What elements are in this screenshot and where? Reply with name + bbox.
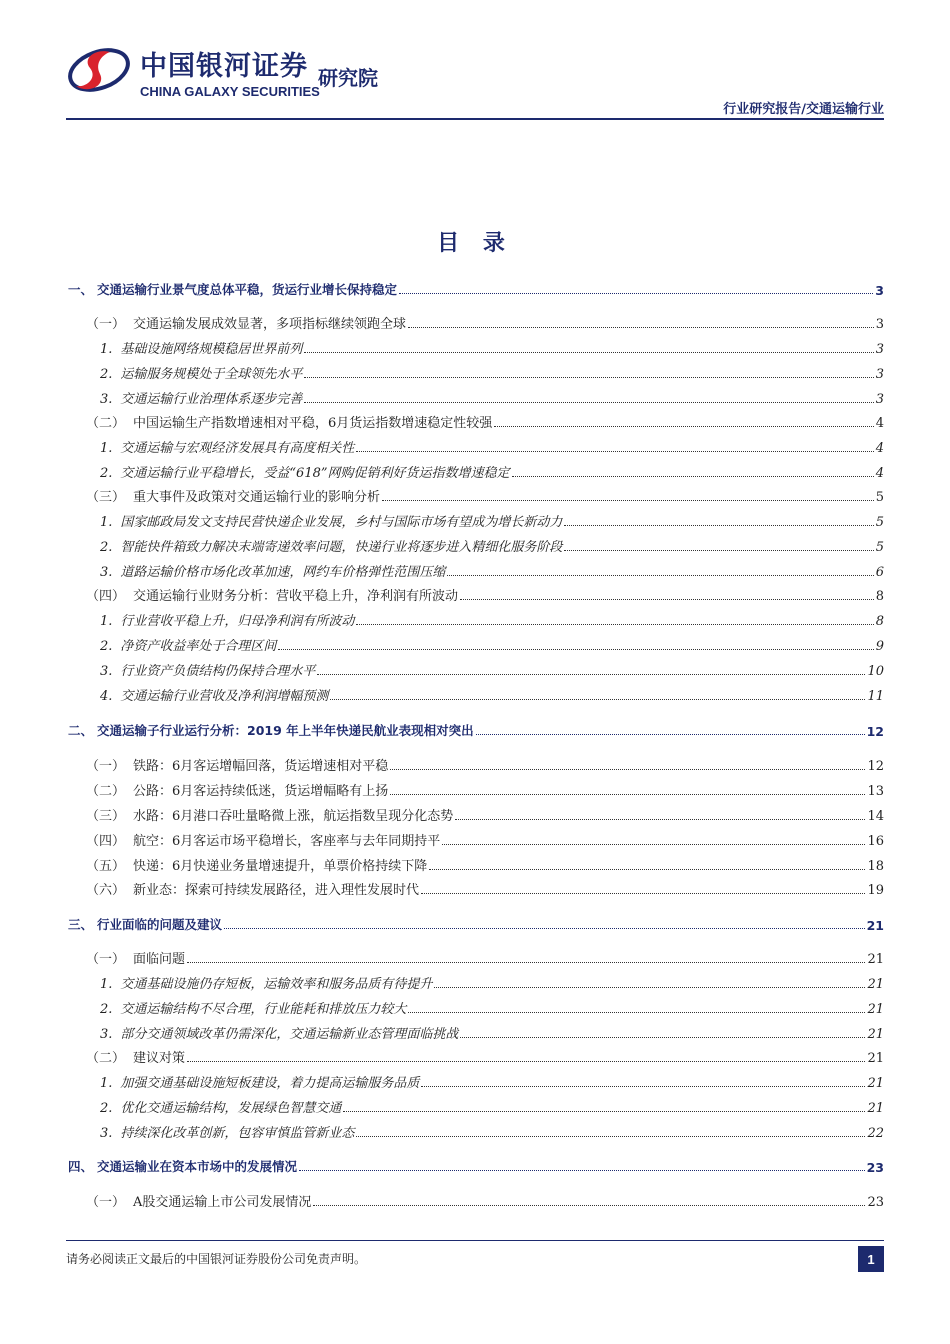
toc-entry[interactable] [100,537,884,555]
toc-leader-dots [304,402,873,403]
toc-entry-title: A股交通运输上市公司发展情况 [133,1195,312,1210]
toc-entry-page: 4 [875,416,884,431]
toc-leader-dots [429,869,865,870]
toc-entry-title: 交通运输行业营收及净利润增幅预测 [120,689,329,704]
toc-entry-title: 交通运输发展成效显著，多项指标继续领跑全球 [133,317,407,332]
toc-entry-page: 21 [867,977,884,992]
toc-entry-number: 1. [100,977,113,992]
toc-entry-page: 23 [866,1160,884,1175]
toc-entry[interactable] [86,586,884,604]
toc-leader-dots [382,500,874,501]
toc-leader-dots [356,1136,865,1137]
toc-leader-dots [313,1205,865,1206]
toc-entry[interactable] [86,831,884,849]
toc-entry-page: 12 [866,724,884,739]
toc-leader-dots [304,377,873,378]
toc-entry-title: 建议对策 [133,1051,186,1066]
toc-entry[interactable] [100,1123,884,1141]
toc-entry[interactable] [68,280,884,298]
toc-entry-title: 中国运输生产指数增速相对平稳，6月货运指数增速稳定性较强 [133,416,493,431]
toc-entry-page: 18 [867,859,884,874]
toc-entry-number: 2. [100,367,113,382]
toc-leader-dots [460,1037,865,1038]
toc-entry-title: 交通运输结构不尽合理，行业能耗和排放压力较大 [120,1002,407,1017]
toc-entry-page: 10 [867,664,884,679]
toc-leader-dots [356,624,873,625]
toc-entry-number: 1. [100,515,113,530]
toc-entry-number: （三） [86,809,126,824]
toc-entry-number: （二） [86,1051,126,1066]
toc-leader-dots [564,550,873,551]
toc-entry[interactable] [100,562,884,580]
toc-entry-title: 智能快件箱致力解决末端寄递效率问题，快递行业将逐步进入精细化服务阶段 [120,540,563,555]
toc-entry-title: 交通运输与宏观经济发展具有高度相关性 [120,441,355,456]
toc-entry-page: 3 [875,283,884,298]
toc-entry-number: 3. [100,1027,113,1042]
toc-entry-number: 4. [100,689,113,704]
toc-entry-page: 21 [867,1101,884,1116]
toc-entry[interactable] [86,856,884,874]
toc-entry-number: （一） [86,952,126,967]
toc-entry-title: 公路：6月客运持续低迷，货运增幅略有上扬 [133,784,389,799]
toc-entry[interactable] [86,781,884,799]
toc-entry-title: 航空：6月客运市场平稳增长，客座率与去年同期持平 [133,834,441,849]
toc-leader-dots [512,476,874,477]
toc-entry-page: 21 [867,1051,884,1066]
toc-entry-page: 21 [867,1002,884,1017]
toc-entry[interactable] [86,1192,884,1210]
toc-leader-dots [299,1170,865,1171]
toc-leader-dots [421,1086,865,1087]
toc-entry[interactable] [86,413,884,431]
toc-entry[interactable] [100,974,884,992]
toc-entry-page: 14 [867,809,884,824]
toc-entry-page: 21 [867,952,884,967]
toc-entry[interactable] [100,1098,884,1116]
toc-entry[interactable] [100,999,884,1017]
toc-entry-page: 4 [875,441,884,456]
toc-entry-title: 交通运输子行业运行分析：2019 年上半年快递民航业表现相对突出 [97,723,474,738]
toc-entry-title: 行业面临的问题及建议 [97,917,223,932]
toc-entry-number: （一） [86,317,126,332]
toc-entry-number: （二） [86,784,126,799]
toc-entry-number: 二、 [68,723,94,738]
footer-disclaimer: 请务必阅读正文最后的中国银河证券股份公司免责声明。 [66,1252,367,1266]
toc-entry-title: 交通运输业在资本市场中的发展情况 [97,1159,298,1174]
toc-entry[interactable] [86,880,884,898]
toc-leader-dots [434,987,865,988]
toc-leader-dots [460,599,874,600]
toc-entry[interactable] [100,611,884,629]
toc-entry-title: 基础设施网络规模稳居世界前列 [120,342,303,357]
toc-leader-dots [399,293,873,294]
toc-entry-page: 12 [867,759,884,774]
toc-entry[interactable] [100,661,884,679]
toc-leader-dots [330,699,865,700]
toc-entry-number: （一） [86,1195,126,1210]
toc-entry[interactable] [100,389,884,407]
toc-entry-page: 3 [875,342,884,357]
toc-entry-page: 5 [875,540,884,555]
toc-leader-dots [187,962,865,963]
toc-leader-dots [494,426,873,427]
toc-entry-number: 1. [100,441,113,456]
toc-leader-dots [304,352,873,353]
toc-entry-page: 3 [875,392,884,407]
toc-entry-page: 21 [867,1027,884,1042]
toc-entry-page: 8 [875,614,884,629]
toc-entry-page: 5 [875,490,884,505]
toc-entry-page: 3 [875,367,884,382]
toc-entry-page: 21 [866,918,884,933]
toc-entry[interactable] [100,636,884,654]
toc-entry[interactable] [68,915,884,933]
toc-entry-title: 铁路：6月客运增幅回落，货运增速相对平稳 [133,759,389,774]
toc-entry[interactable] [68,1157,884,1175]
toc-entry-title: 交通运输行业平稳增长，受益“618”网购促销利好货运指数增速稳定 [120,466,510,481]
toc-leader-dots [224,928,865,929]
toc-entry-page: 9 [875,639,884,654]
toc-entry-title: 净资产收益率处于合理区间 [120,639,277,654]
toc-entry-page: 11 [867,689,884,704]
toc-leader-dots [421,893,865,894]
toc-entry-page: 21 [867,1076,884,1091]
toc-entry-number: 3. [100,1126,113,1141]
toc-leader-dots [447,575,873,576]
toc-entry-number: （三） [86,490,126,505]
toc-entry-title: 快递：6月快递业务量增速提升，单票价格持续下降 [133,859,428,874]
toc-entry[interactable] [86,1048,884,1066]
toc-entry-title: 新业态：探索可持续发展路径，进入理性发展时代 [133,883,420,898]
toc-entry-title: 面临问题 [133,952,186,967]
toc-entry-title: 加强交通基础设施短板建设，着力提高运输服务品质 [120,1076,420,1091]
toc-entry-number: （四） [86,834,126,849]
toc-entry[interactable] [100,1024,884,1042]
toc-entry[interactable] [100,364,884,382]
toc-entry-number: （一） [86,759,126,774]
toc-entry-number: （五） [86,859,126,874]
toc-entry-page: 4 [875,466,884,481]
toc-entry-title: 水路：6月港口吞吐量略微上涨，航运指数呈现分化态势 [133,809,454,824]
toc-entry-number: 1. [100,1076,113,1091]
toc-leader-dots [476,734,865,735]
toc-entry-title: 重大事件及政策对交通运输行业的影响分析 [133,490,381,505]
toc-entry-page: 19 [867,883,884,898]
toc-entry-number: 一、 [68,282,94,297]
toc-entry-number: 2. [100,540,113,555]
toc-entry[interactable] [86,487,884,505]
toc-entry-title: 部分交通领域改革仍需深化，交通运输新业态管理面临挑战 [120,1027,459,1042]
toc-entry-number: 3. [100,392,113,407]
toc-entry[interactable] [100,686,884,704]
toc-entry-page: 16 [867,834,884,849]
toc-entry-number: 1. [100,614,113,629]
toc-entry[interactable] [100,512,884,530]
brand-name-cn: 中国银河证券 [140,51,308,82]
toc-leader-dots [564,525,873,526]
toc-entry-title: 交通运输行业财务分析：营收平稳上升，净利润有所波动 [133,589,459,604]
toc-entry-number: （六） [86,883,126,898]
toc-entry-title: 交通运输行业景气度总体平稳，货运行业增长保持稳定 [97,282,398,297]
toc-entry-number: 四、 [68,1159,94,1174]
toc-entry[interactable] [100,339,884,357]
toc-entry-page: 8 [875,589,884,604]
toc-entry-title: 持续深化改革创新，包容审慎监管新业态 [120,1126,355,1141]
toc-leader-dots [187,1061,865,1062]
brand-institute: 研究院 [318,66,378,90]
toc-leader-dots [390,794,865,795]
toc-entry[interactable] [86,806,884,824]
toc-entry-title: 行业资产负债结构仍保持合理水平 [120,664,316,679]
toc-leader-dots [455,819,865,820]
toc-entry-title: 国家邮政局发文支持民营快递企业发展，乡村与国际市场有望成为增长新动力 [120,515,563,530]
toc-entry-page: 5 [875,515,884,530]
toc-entry-title: 交通基础设施仍存短板，运输效率和服务品质有待提升 [120,977,433,992]
toc-entry[interactable] [100,463,884,481]
toc-entry[interactable] [86,314,884,332]
toc-entry-number: 2. [100,1002,113,1017]
toc-entry[interactable] [86,756,884,774]
toc-leader-dots [278,649,873,650]
toc-leader-dots [408,1012,865,1013]
toc-entry-number: （二） [86,416,126,431]
toc-entry-number: 1. [100,342,113,357]
toc-entry-number: 三、 [68,917,94,932]
toc-entry-title: 优化交通运输结构，发展绿色智慧交通 [120,1101,342,1116]
brand-name-en: CHINA GALAXY SECURITIES [140,84,320,99]
toc-entry[interactable] [100,438,884,456]
toc-entry-page: 3 [875,317,884,332]
toc-leader-dots [390,769,865,770]
toc-entry-number: 2. [100,466,113,481]
toc-leader-dots [356,451,873,452]
report-type: 行业研究报告/交通运输行业 [723,102,884,117]
toc-leader-dots [343,1111,865,1112]
toc-entry-number: （四） [86,589,126,604]
toc-leader-dots [442,844,865,845]
toc-entry-page: 13 [867,784,884,799]
toc-entry[interactable] [86,949,884,967]
toc-leader-dots [408,327,874,328]
toc-entry-page: 6 [875,565,884,580]
toc-entry-page: 22 [867,1126,884,1141]
toc-entry-title: 交通运输行业治理体系逐步完善 [120,392,303,407]
toc-entry[interactable] [100,1073,884,1091]
toc-leader-dots [317,674,865,675]
toc-entry-number: 2. [100,639,113,654]
toc-entry-title: 道路运输价格市场化改革加速，网约车价格弹性范围压缩 [120,565,446,580]
toc-entry-number: 2. [100,1101,113,1116]
toc-entry-title: 行业营收平稳上升，归母净利润有所波动 [120,614,355,629]
page-number: 1 [858,1246,884,1272]
toc-entry-page: 23 [867,1195,884,1210]
toc-entry-number: 3. [100,664,113,679]
toc-title: 目 录 [437,231,513,256]
toc-entry-title: 运输服务规模处于全球领先水平 [120,367,303,382]
footer-divider [66,1240,884,1241]
toc-entry[interactable] [68,721,884,739]
toc-entry-number: 3. [100,565,113,580]
